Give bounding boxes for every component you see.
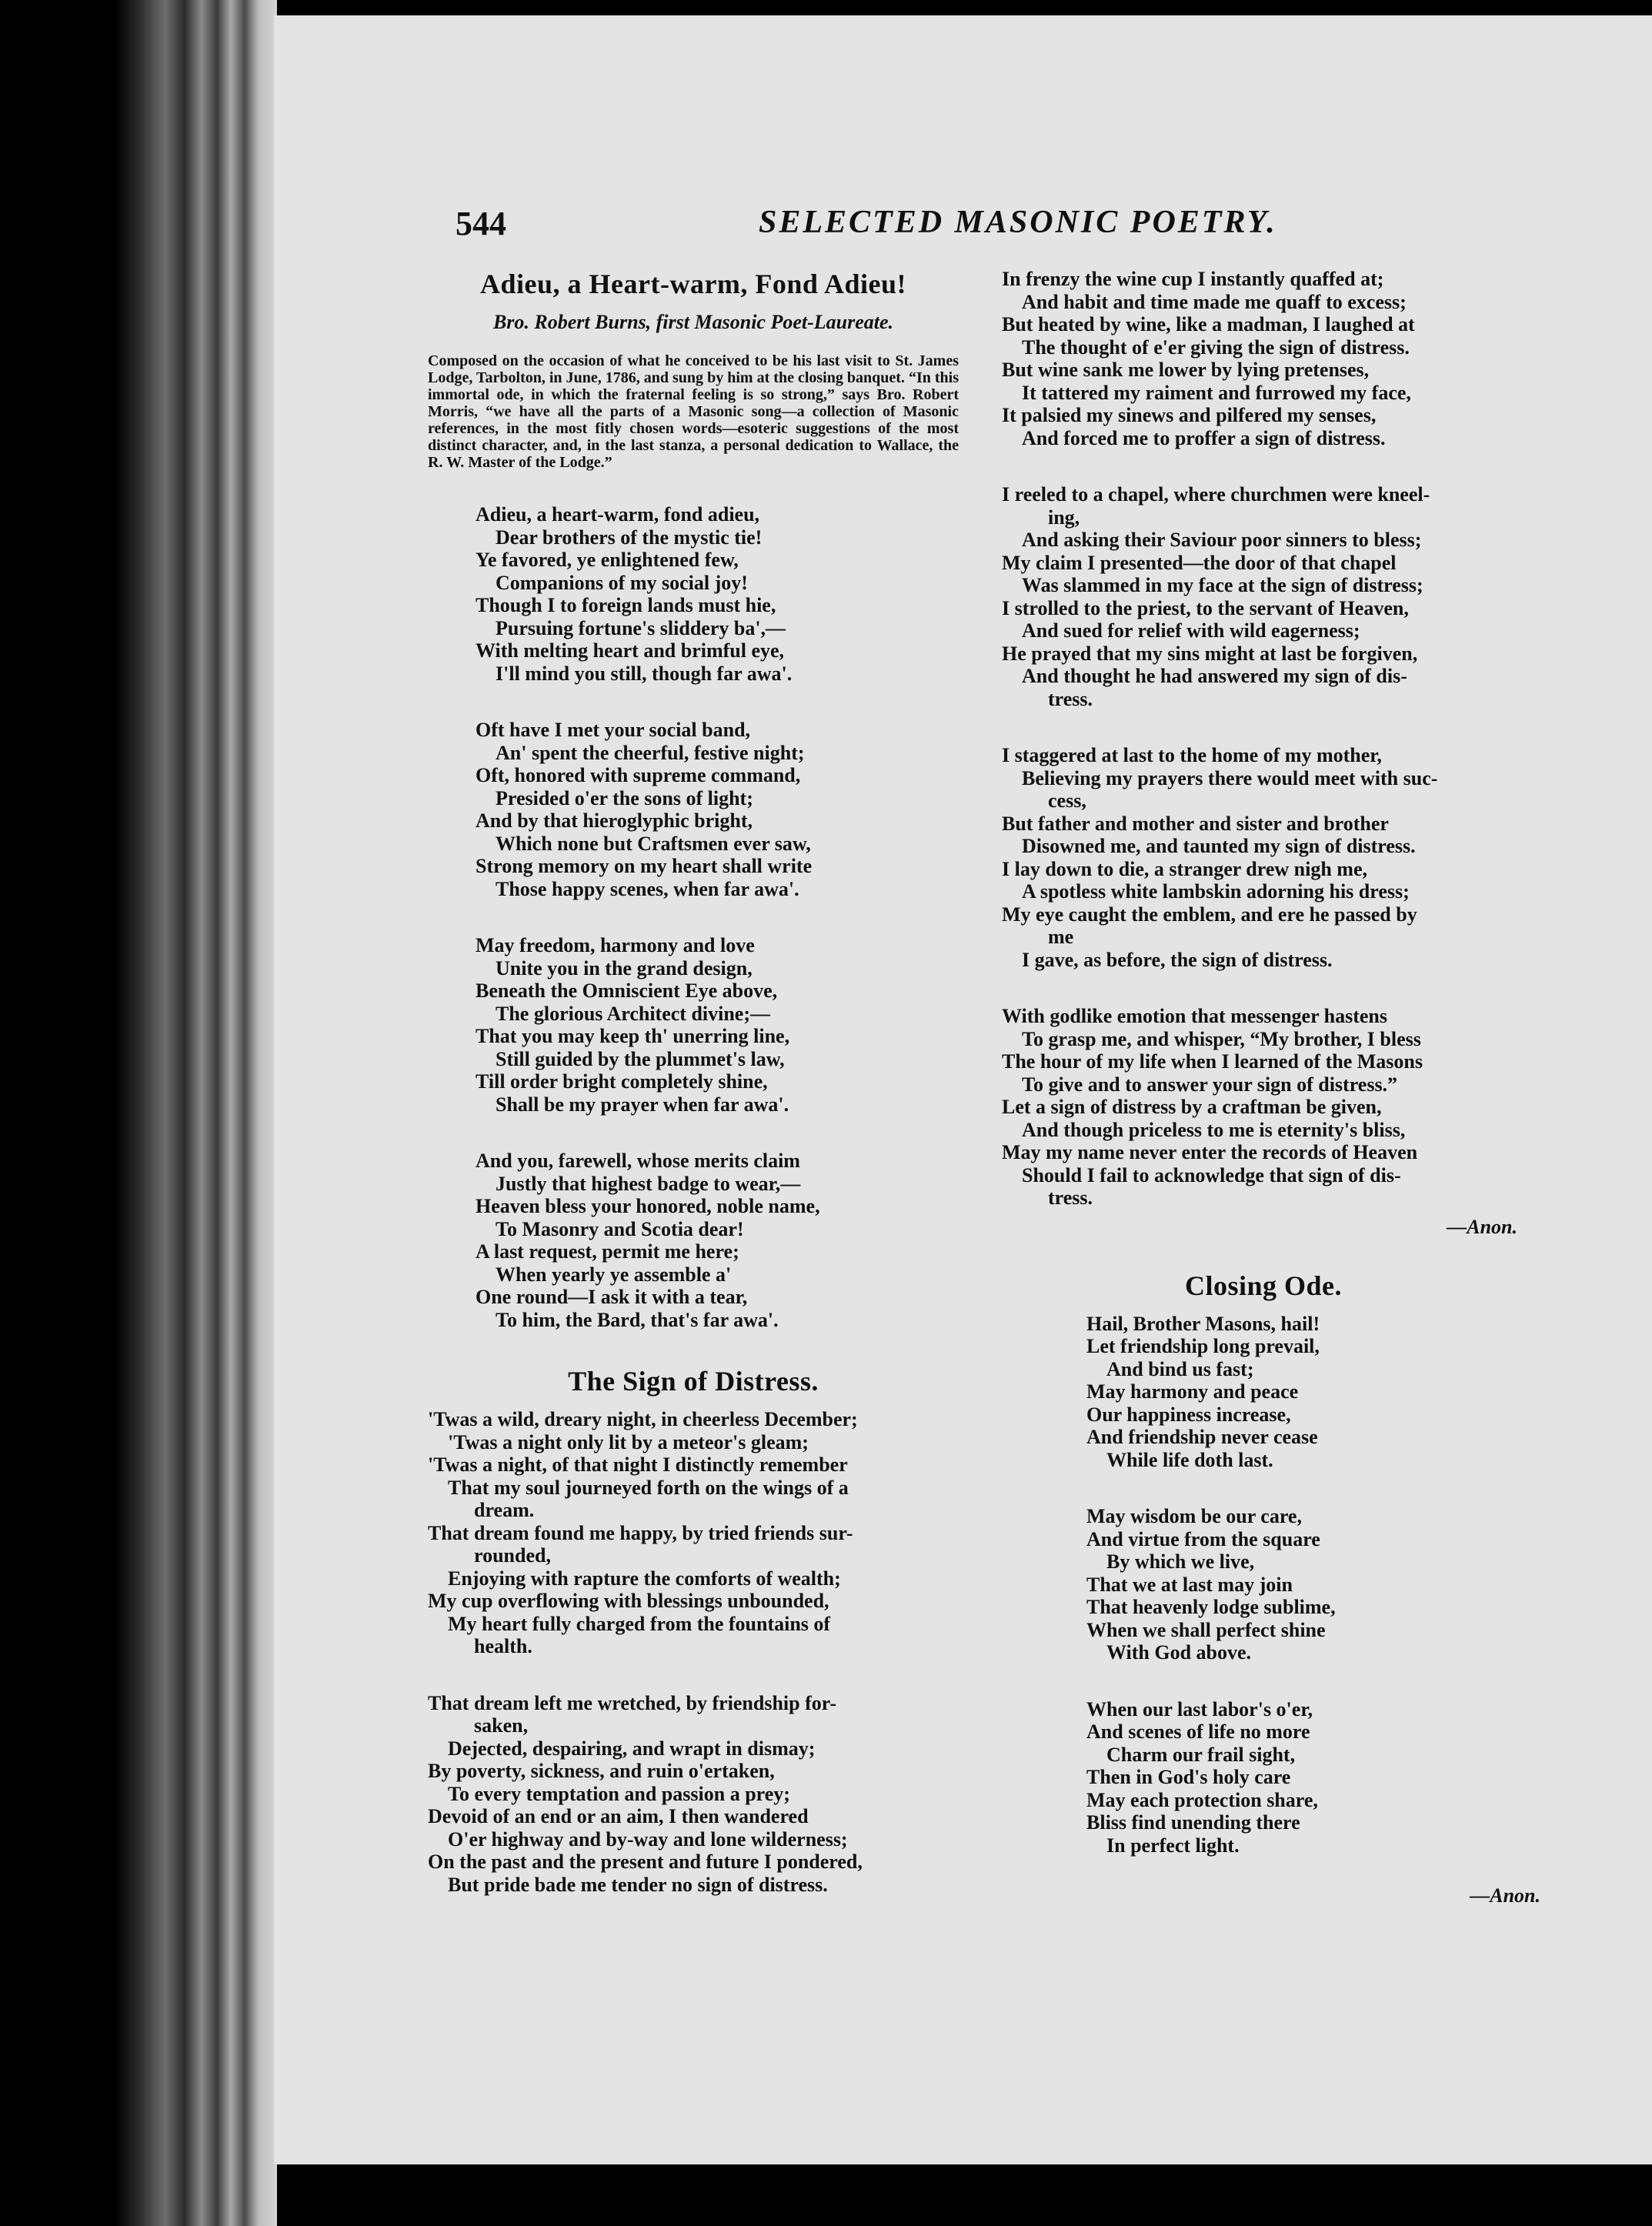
stanza <box>1002 268 1525 449</box>
poem-line: That my soul journeyed forth on the wings of a <box>448 1476 849 1499</box>
poem-line: By poverty, sickness, and ruin o'ertaken, <box>428 1760 775 1782</box>
poem-line: On the past and the present and future I pondered, <box>428 1851 863 1873</box>
poem-line: I staggered at last to the home of my mother, <box>1002 744 1382 766</box>
poem-line: When our last labor's o'er, <box>1086 1697 1313 1720</box>
page-number: 544 <box>456 205 506 242</box>
poem-line: Hail, Brother Masons, hail! <box>1086 1312 1320 1335</box>
poem-line: Still guided by the plummet's law, <box>496 1047 785 1070</box>
poem-line: My cup overflowing with blessings unbounded, <box>428 1590 829 1612</box>
poem-line: rounded, <box>474 1544 551 1567</box>
poem-line: dream. <box>474 1499 535 1521</box>
poem-line: With melting heart and brimful eye, <box>476 639 785 662</box>
poem-line: Unite you in the grand design, <box>496 956 753 980</box>
poem-line: Adieu, a heart-warm, fond adieu, <box>476 503 760 526</box>
poem-line: With godlike emotion that messenger hastens <box>1002 1005 1387 1027</box>
stanza <box>1002 744 1525 971</box>
left-column <box>428 268 959 1930</box>
poem-line: 'Twas a night, of that night I distinctly remember <box>428 1453 848 1476</box>
poem-line: Which none but Craftsmen ever saw, <box>496 832 811 855</box>
poem-title-adieu: Adieu, a Heart-warm, Fond Adieu! <box>480 269 906 299</box>
poem-line: 'Twas a night only lit by a meteor's gleam; <box>448 1430 809 1453</box>
poem-line: And though priceless to me is eternity's bliss, <box>1022 1118 1406 1141</box>
poem-line: cess, <box>1048 789 1086 812</box>
stanza <box>476 503 959 685</box>
poem-line: Enjoying with rapture the comforts of wealth; <box>448 1567 841 1590</box>
poem-line: When yearly ye assemble a' <box>496 1263 732 1286</box>
poem-line: When we shall perfect shine <box>1086 1618 1326 1641</box>
poem-line: I strolled to the priest, to the servant of Heaven, <box>1002 596 1409 619</box>
poem-line: Dejected, despairing, and wrapt in dismay; <box>448 1737 816 1760</box>
poem-line: By which we live, <box>1106 1550 1255 1573</box>
stanza <box>1086 1505 1525 1664</box>
attribution-sign-of-distress: —Anon. <box>1447 1215 1517 1238</box>
stanza <box>428 1692 959 1897</box>
poem-line: O'er highway and by-way and lone wilderness; <box>448 1827 848 1851</box>
poem-line: The thought of e'er giving the sign of distress. <box>1022 335 1410 359</box>
poem-line: In frenzy the wine cup I instantly quaffed at; <box>1002 268 1384 290</box>
poem-line: And asking their Saviour poor sinners to bless; <box>1022 529 1422 551</box>
poem-line: I lay down to die, a stranger drew nigh me, <box>1002 857 1367 880</box>
poem-line: 'Twas a wild, dreary night, in cheerless December; <box>428 1408 858 1430</box>
poem-line: And bind us fast; <box>1106 1357 1254 1380</box>
poem-line: And by that hieroglyphic bright, <box>476 809 753 832</box>
poem-line: And you, farewell, whose merits claim <box>476 1150 800 1172</box>
poem-line: Bliss find unending there <box>1086 1811 1300 1834</box>
poem-line: That heavenly lodge sublime, <box>1086 1596 1336 1618</box>
page-header <box>274 204 1652 265</box>
poem-line: I gave, as before, the sign of distress. <box>1022 948 1333 971</box>
poem-line: Should I fail to acknowledge that sign of dis- <box>1022 1163 1401 1186</box>
poem-line: tress. <box>1048 687 1093 710</box>
poem-line: To Masonry and Scotia dear! <box>496 1217 744 1240</box>
poem-line: And scenes of life no more <box>1086 1720 1310 1743</box>
poem-line: May my name never enter the records of Heaven <box>1002 1141 1418 1163</box>
poem-line: saken, <box>474 1714 529 1737</box>
poem-line: Heaven bless your honored, noble name, <box>476 1195 820 1217</box>
poem-line: And virtue from the square <box>1086 1527 1320 1550</box>
poem-line: That dream left me wretched, by friendship for- <box>428 1691 837 1714</box>
attribution-closing-ode: —Anon. <box>1470 1884 1540 1907</box>
poem-line: Was slammed in my face at the sign of distress; <box>1022 574 1423 596</box>
poem-title-sign-of-distress: The Sign of Distress. <box>568 1366 819 1397</box>
poem-line: It palsied my sinews and pilfered my senses, <box>1002 404 1377 426</box>
poem-line: Dear brothers of the mystic tie! <box>496 526 763 549</box>
stanza <box>476 934 959 1116</box>
poem-line: But pride bade me tender no sign of distress. <box>448 1873 828 1896</box>
poem-line: Those happy scenes, when far awa'. <box>496 877 799 900</box>
poem-line: My eye caught the emblem, and ere he passed by <box>1002 903 1417 926</box>
poem-line: Then in God's holy care <box>1086 1766 1291 1788</box>
stanza <box>476 1150 959 1331</box>
poem-line: My claim I presented—the door of that chapel <box>1002 551 1397 574</box>
poem-line: That you may keep th' unerring line, <box>476 1025 790 1047</box>
poem-line: Justly that highest badge to wear,— <box>496 1172 801 1195</box>
poem-line: Charm our frail sight, <box>1106 1743 1296 1766</box>
poem-line: me <box>1048 926 1074 948</box>
poem-line: It tattered my raiment and furrowed my face, <box>1022 381 1411 404</box>
poem-line: Believing my prayers there would meet with suc- <box>1022 766 1438 789</box>
stanza <box>1002 1005 1525 1210</box>
poem-title-closing-ode: Closing Ode. <box>1184 1270 1343 1301</box>
poem-line: Though I to foreign lands must hie, <box>476 594 776 616</box>
poem-line: To grasp me, and whisper, “My brother, I bless <box>1022 1027 1421 1050</box>
poem-line: Disowned me, and taunted my sign of distress. <box>1022 835 1416 857</box>
poem-line: But wine sank me lower by lying pretenses, <box>1002 359 1370 381</box>
poem-line: May wisdom be our care, <box>1086 1505 1302 1527</box>
poem-line: One round—I ask it with a tear, <box>476 1286 748 1308</box>
poem-line: Our happiness increase, <box>1086 1403 1291 1426</box>
poem-line: Strong memory on my heart shall write <box>476 855 813 877</box>
poem-line: ing, <box>1048 506 1080 529</box>
book-page <box>274 15 1652 2164</box>
poem-line: May freedom, harmony and love <box>476 934 755 956</box>
poem-line: And habit and time made me quaff to excess; <box>1022 290 1407 313</box>
poem-line: To him, the Bard, that's far awa'. <box>496 1308 779 1331</box>
poem-line: Let a sign of distress by a craftman be given, <box>1002 1096 1382 1118</box>
stanza <box>476 719 959 900</box>
poem-line: Let friendship long prevail, <box>1086 1335 1320 1357</box>
poem-line: Companions of my social joy! <box>496 571 748 594</box>
poem-line: The hour of my life when I learned of the Masons <box>1002 1050 1423 1073</box>
poem-line: Devoid of an end or an aim, I then wandered <box>428 1805 809 1827</box>
stanza <box>1086 1698 1525 1857</box>
running-title: SELECTED MASONIC POETRY. <box>759 205 1277 240</box>
stanza <box>428 1408 959 1658</box>
poem-line: A last request, permit me here; <box>476 1240 739 1263</box>
poem-line: To give and to answer your sign of distress.” <box>1022 1073 1398 1096</box>
poem-line: And forced me to proffer a sign of distress. <box>1022 426 1386 449</box>
poem-line: Till order bright completely shine, <box>476 1070 768 1093</box>
poem-line: Pursuing fortune's sliddery ba',— <box>496 616 786 639</box>
poem-line: To every temptation and passion a prey; <box>448 1782 790 1805</box>
poem-line: And thought he had answered my sign of dis- <box>1022 665 1407 687</box>
poem-line: Beneath the Omniscient Eye above, <box>476 980 778 1002</box>
poem-line: That we at last may join <box>1086 1573 1293 1596</box>
poem-line: And friendship never cease <box>1086 1426 1318 1448</box>
poem-line: Shall be my prayer when far awa'. <box>496 1093 789 1116</box>
poem-line: Ye favored, ye enlightened few, <box>476 549 739 571</box>
poem-line: That dream found me happy, by tried friends sur- <box>428 1521 853 1544</box>
poem-line: While life doth last. <box>1106 1448 1273 1471</box>
right-column <box>1002 268 1540 1938</box>
poem-line: He prayed that my sins might at last be forgiven, <box>1002 642 1418 665</box>
poem-line: May each protection share, <box>1086 1788 1318 1811</box>
poem-line: But father and mother and sister and brother <box>1002 812 1389 835</box>
poem-line: In perfect light. <box>1106 1834 1240 1857</box>
poem-line: tress. <box>1048 1186 1093 1209</box>
poem-line: And sued for relief with wild eagerness; <box>1022 619 1360 642</box>
poem-line: I reeled to a chapel, where churchmen were kneel- <box>1002 483 1430 506</box>
poem-line: May harmony and peace <box>1086 1380 1299 1403</box>
poem-line: But heated by wine, like a madman, I laughed at <box>1002 313 1415 335</box>
poem-line: With God above. <box>1106 1641 1252 1664</box>
stanza <box>1086 1313 1525 1472</box>
poem-line: Presided o'er the sons of light; <box>496 786 753 809</box>
poem-line: A spotless white lambskin adorning his dress; <box>1022 880 1410 903</box>
book-binding-edge <box>0 0 277 2226</box>
poem-line: An' spent the cheerful, festive night; <box>496 741 805 764</box>
poem-line: My heart fully charged from the fountains of <box>448 1612 831 1635</box>
poem-line: Oft, honored with supreme command, <box>476 764 801 786</box>
poem-byline: Bro. Robert Burns, first Masonic Poet-Laureate. <box>492 311 894 333</box>
poem-line: The glorious Architect divine;— <box>496 1002 771 1025</box>
poem-note: Composed on the occasion of what he conceived to be his last visit to St. James Lodge, Tarbolton, in June, 1786, and sung by him at the closing banquet. “In this immortal ode, in which the fraternal feeling is so strong,” says Bro. Robert Morris, “we have all the parts of a Masonic song—a collection of Masonic references, in the most fitly chosen words—esoteric suggestions of the most distinct character, and, in the last stanza, a personal dedication to Wallace, the R. W. Master of the Lodge.” <box>428 352 959 471</box>
poem-line: Oft have I met your social band, <box>476 719 751 741</box>
poem-line: I'll mind you still, though far awa'. <box>496 662 793 685</box>
poem-line: health. <box>474 1635 532 1657</box>
stanza <box>1002 483 1525 710</box>
